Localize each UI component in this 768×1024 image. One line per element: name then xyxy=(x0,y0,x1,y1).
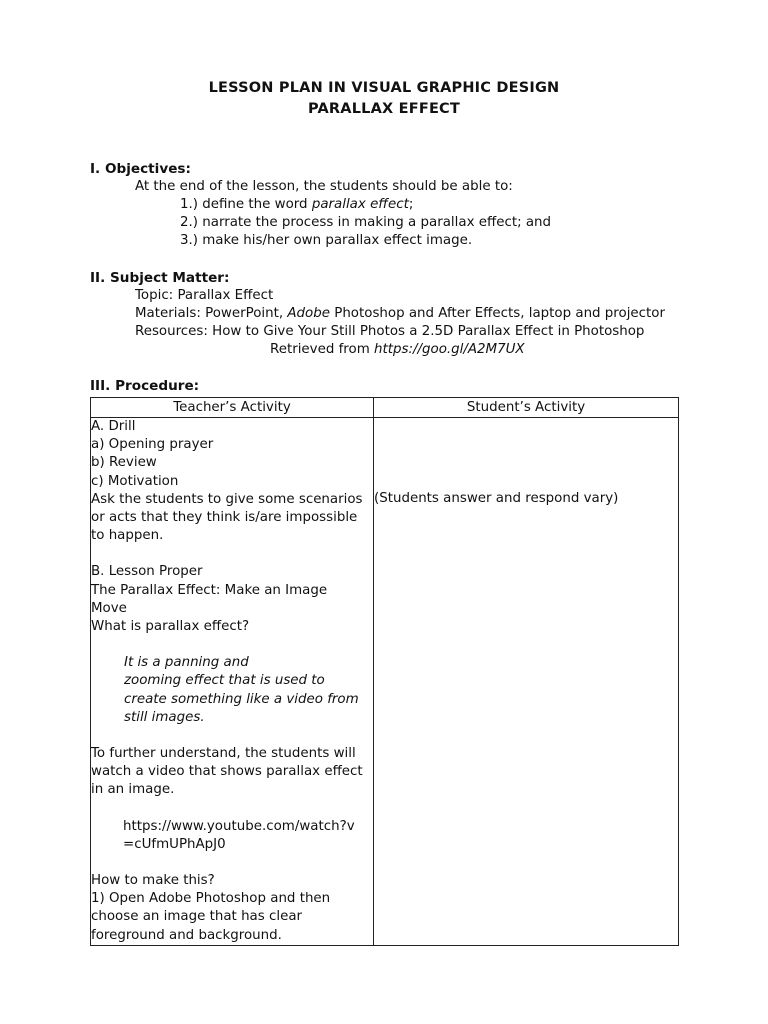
teacher-activity-header: Teacher’s Activity xyxy=(91,398,374,418)
subject-materials-suffix: Photoshop and After Effects, laptop and projector xyxy=(329,306,665,321)
document-title: LESSON PLAN IN VISUAL GRAPHIC DESIGN xyxy=(208,80,560,96)
objective-item-1-term: parallax effect xyxy=(311,197,409,212)
procedure-table-header-row xyxy=(91,398,679,418)
definition-line-4: still images. xyxy=(124,709,205,725)
objective-item-3: 3.) make his/her own parallax effect image. xyxy=(180,233,473,248)
student-answer: (Students answer and respond vary) xyxy=(374,491,619,506)
subject-retrieved-link[interactable]: https://goo.gl/A2M7UX xyxy=(374,342,525,357)
lesson-question: What is parallax effect? xyxy=(91,619,250,635)
objectives-intro: At the end of the lesson, the students should be able to: xyxy=(135,179,513,194)
definition-line-1: It is a panning and xyxy=(124,655,249,671)
subject-resources: Resources: How to Give Your Still Photos a 2.5D Parallax Effect in Photoshop xyxy=(135,324,645,339)
objective-item-1 xyxy=(180,197,413,212)
objectives-heading: I. Objectives: xyxy=(90,161,191,177)
procedure-table-row xyxy=(91,418,679,946)
video-url-line-2[interactable]: =cUfmUPhApJ0 xyxy=(123,836,226,852)
motivation-text-2: or acts that they think is/are impossible xyxy=(91,510,358,526)
teacher-activity-cell xyxy=(91,418,374,946)
motivation-text-1: Ask the students to give some scenarios xyxy=(91,491,363,507)
review: b) Review xyxy=(91,455,157,471)
video-url-line-1[interactable]: https://www.youtube.com/watch?v xyxy=(123,818,355,834)
procedure-heading: III. Procedure: xyxy=(90,378,200,394)
procedure-table xyxy=(90,397,679,946)
subject-matter-heading: II. Subject Matter: xyxy=(90,270,230,286)
subject-materials xyxy=(135,306,665,321)
definition-line-3: create something like a video from xyxy=(124,691,359,707)
subject-topic: Topic: Parallax Effect xyxy=(135,288,274,303)
student-activity-cell xyxy=(374,418,679,946)
objective-item-1-prefix: 1.) define the word xyxy=(180,197,312,212)
step-1-line-1: 1) Open Adobe Photoshop and then xyxy=(91,891,331,907)
how-to-question: How to make this? xyxy=(91,873,215,889)
student-activity-header: Student’s Activity xyxy=(374,398,679,418)
subject-retrieved-prefix: Retrieved from xyxy=(270,342,374,357)
objective-item-1-suffix: ; xyxy=(408,197,414,212)
lesson-topic-1: The Parallax Effect: Make an Image xyxy=(91,582,328,598)
video-intro-3: in an image. xyxy=(91,782,175,798)
lesson-proper-label: B. Lesson Proper xyxy=(91,564,203,580)
opening-prayer: a) Opening prayer xyxy=(91,437,214,453)
drill-label: A. Drill xyxy=(91,419,136,434)
objective-item-2: 2.) narrate the process in making a parallax effect; and xyxy=(180,215,552,230)
step-1-line-3: foreground and background. xyxy=(91,927,282,943)
definition-line-2: zooming effect that is used to xyxy=(124,673,325,689)
subject-materials-brand: Adobe xyxy=(287,306,330,321)
subject-retrieved xyxy=(270,342,525,357)
motivation: c) Motivation xyxy=(91,473,179,489)
motivation-text-3: to happen. xyxy=(91,528,164,544)
step-1-line-2: choose an image that has clear xyxy=(91,909,303,925)
document-subtitle: PARALLAX EFFECT xyxy=(308,101,460,117)
subject-materials-prefix: Materials: PowerPoint, xyxy=(135,306,288,321)
video-intro-1: To further understand, the students will xyxy=(91,746,356,762)
video-intro-2: watch a video that shows parallax effect xyxy=(91,764,363,780)
lesson-topic-2: Move xyxy=(91,600,127,616)
